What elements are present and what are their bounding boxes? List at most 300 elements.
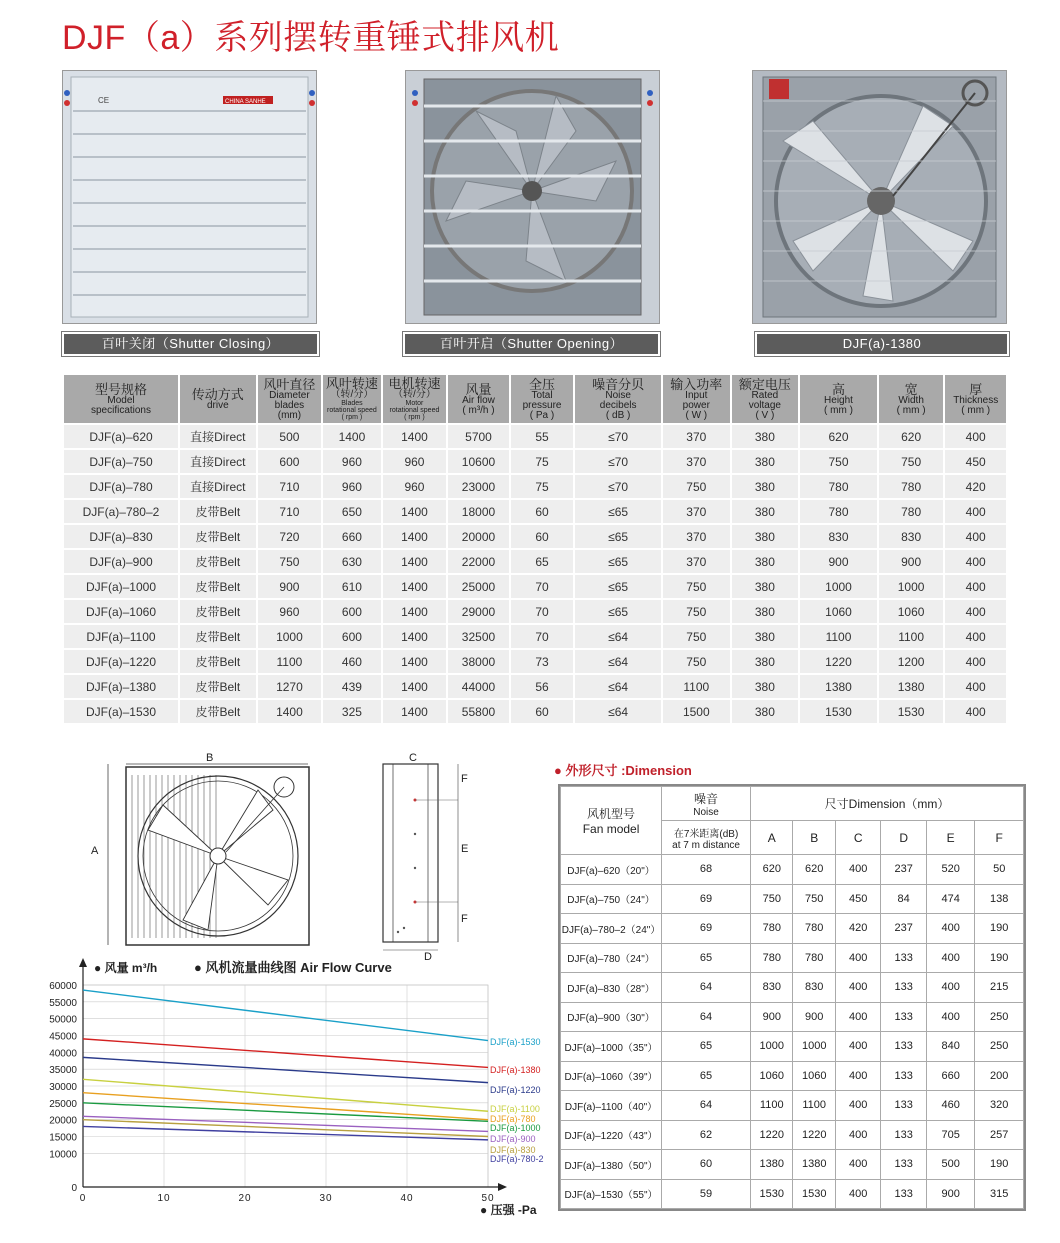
spec-cell: 380 — [732, 600, 799, 623]
spec-cell: 325 — [323, 700, 381, 723]
spec-cell: ≤70 — [575, 475, 661, 498]
dimension-table — [560, 786, 1024, 1209]
dim-cell: 250 — [975, 1002, 1024, 1032]
spec-header-en: specifications — [90, 404, 151, 416]
dim-cell: 400 — [835, 1091, 880, 1121]
dim-cell: 59 — [662, 1179, 751, 1209]
spec-header-7 — [575, 375, 661, 423]
page-title: DJF（a）系列摆转重锤式排风机 — [62, 19, 560, 57]
photo-shutter-opening — [405, 70, 660, 324]
dim-cell: 65 — [662, 1061, 751, 1091]
chart-series-line — [83, 1057, 488, 1082]
dim-cell: 750 — [793, 884, 835, 914]
dim-row — [561, 1002, 1024, 1032]
spec-header-small: rotational speed — [389, 407, 440, 414]
spec-cell: 1530 — [800, 700, 877, 723]
chart-y-arrow — [79, 958, 87, 967]
spec-header-en: Model — [107, 394, 135, 406]
dim-cell: 1530 — [751, 1179, 793, 1209]
spec-cell: DJF(a)–620 — [64, 425, 178, 448]
spec-cell: 70 — [511, 625, 574, 648]
spec-cell: ≤70 — [575, 425, 661, 448]
spec-cell: 皮带Belt — [180, 675, 256, 698]
spec-cell: 620 — [879, 425, 944, 448]
chart-series-label: DJF(a)-900 — [490, 1134, 536, 1144]
dimension-drawing — [88, 750, 468, 965]
spec-header-en: ( m³/h ) — [462, 404, 495, 416]
spec-cell: 380 — [732, 525, 799, 548]
dim-cell: 190 — [975, 943, 1024, 973]
spec-header-en: (mm) — [277, 409, 302, 421]
spec-cell: 439 — [323, 675, 381, 698]
spec-cell: 400 — [945, 625, 1006, 648]
dim-cell: 1000 — [751, 1032, 793, 1062]
spec-cell: 1400 — [383, 700, 447, 723]
spec-cell: 380 — [732, 675, 799, 698]
spec-header-en: Input — [685, 389, 708, 401]
spec-header-zh: 高 — [831, 381, 845, 397]
spec-cell: ≤70 — [575, 450, 661, 473]
spec-cell: DJF(a)–830 — [64, 525, 178, 548]
spec-header-en: Thickness — [953, 394, 999, 406]
spec-header-en: ( V ) — [755, 409, 775, 421]
spec-cell: 60 — [511, 500, 574, 523]
spec-cell: 780 — [800, 475, 877, 498]
dim-cell: 64 — [662, 1002, 751, 1032]
spec-cell: 630 — [323, 550, 381, 573]
spec-cell: 750 — [663, 475, 730, 498]
spec-cell: ≤65 — [575, 550, 661, 573]
spec-cell: 32500 — [448, 625, 509, 648]
spec-cell: DJF(a)–1530 — [64, 700, 178, 723]
spec-cell: 1380 — [879, 675, 944, 698]
dim-cell: 400 — [835, 1061, 880, 1091]
dim-cell: 400 — [835, 973, 880, 1003]
spec-cell: ≤65 — [575, 575, 661, 598]
spec-header-1 — [180, 375, 256, 423]
spec-cell: 380 — [732, 500, 799, 523]
spec-row — [64, 600, 1006, 623]
spec-cell: 400 — [945, 700, 1006, 723]
dim-label-f-top: F — [461, 773, 468, 785]
spec-cell: 1060 — [879, 600, 944, 623]
spec-row — [64, 525, 1006, 548]
dim-label-f-bottom: F — [461, 913, 468, 925]
dim-cell: 1100 — [793, 1091, 835, 1121]
spec-header-en: （转/分） — [393, 389, 436, 400]
dim-col-header: C — [835, 821, 880, 855]
spec-cell: 1220 — [800, 650, 877, 673]
spec-cell: 400 — [945, 425, 1006, 448]
spec-row — [64, 625, 1006, 648]
spec-cell: 370 — [663, 500, 730, 523]
spec-cell: DJF(a)–1060 — [64, 600, 178, 623]
brand-text: CHINA SANHE — [225, 99, 266, 105]
dim-cell: 320 — [975, 1091, 1024, 1121]
spec-cell: 44000 — [448, 675, 509, 698]
dim-cell: 400 — [835, 1032, 880, 1062]
dim-header-dimension: 尺寸Dimension（mm） — [751, 787, 1024, 821]
chart-series-label: DJF(a)-1220 — [490, 1085, 541, 1095]
dim-col-header: F — [975, 821, 1024, 855]
dim-cell: 69 — [662, 884, 751, 914]
spec-cell: 660 — [323, 525, 381, 548]
spec-cell: 1000 — [258, 625, 322, 648]
spec-cell: DJF(a)–1380 — [64, 675, 178, 698]
dim-cell: 620 — [793, 855, 835, 885]
dim-model-cell: DJF(a)–830（28"） — [561, 973, 662, 1003]
dim-label-e: E — [461, 843, 468, 855]
dim-row — [561, 1150, 1024, 1180]
spec-cell: 370 — [663, 450, 730, 473]
spec-cell: 600 — [323, 625, 381, 648]
spec-cell: 960 — [383, 475, 447, 498]
dim-cell: 133 — [881, 1179, 926, 1209]
spec-cell: ≤64 — [575, 700, 661, 723]
spec-cell: 750 — [258, 550, 322, 573]
dim-cell: 250 — [975, 1032, 1024, 1062]
spec-cell: 皮带Belt — [180, 700, 256, 723]
chart-series-label: DJF(a)-1530 — [490, 1037, 541, 1047]
spec-header-5 — [448, 375, 509, 423]
chart-series-label: DJF(a)-830 — [490, 1145, 536, 1155]
dim-cell: 400 — [835, 1150, 880, 1180]
dim-cell: 400 — [926, 1002, 975, 1032]
dim-row — [561, 1179, 1024, 1209]
spec-cell: 1400 — [383, 550, 447, 573]
spec-cell: DJF(a)–1000 — [64, 575, 178, 598]
airflow-chart-svg — [30, 955, 550, 1220]
spec-cell: 380 — [732, 650, 799, 673]
dim-header-model-zh: 风机型号 — [587, 807, 636, 821]
spec-cell: 380 — [732, 700, 799, 723]
dim-cell: 474 — [926, 884, 975, 914]
dim-cell: 900 — [751, 1002, 793, 1032]
dim-cell: 400 — [835, 855, 880, 885]
dim-cell: 780 — [751, 914, 793, 944]
spec-header-en: voltage — [748, 399, 781, 411]
spec-cell: 960 — [258, 600, 322, 623]
spec-cell: 1100 — [258, 650, 322, 673]
chart-lines — [83, 990, 488, 1140]
spec-cell: 780 — [800, 500, 877, 523]
spec-cell: 750 — [663, 625, 730, 648]
chart-title: ● 风机流量曲线图 Air Flow Curve — [194, 960, 392, 975]
dim-cell: 620 — [751, 855, 793, 885]
spec-header-en: ( Pa ) — [529, 409, 555, 421]
dim-cell: 133 — [881, 1002, 926, 1032]
chart-xtick-label: 40 — [400, 1193, 414, 1204]
dim-cell: 65 — [662, 943, 751, 973]
spec-header-zh: 风叶直径 — [263, 376, 316, 392]
dim-label-c: C — [409, 752, 417, 764]
spec-header-en: Total — [531, 389, 553, 401]
spec-cell: 1400 — [383, 425, 447, 448]
spec-cell: 370 — [663, 425, 730, 448]
spec-cell: 830 — [879, 525, 944, 548]
dim-cell: 215 — [975, 973, 1024, 1003]
fan-1380-illustration — [753, 71, 1006, 323]
spec-header-2 — [258, 375, 322, 423]
spec-header-small: ( rpm ) — [404, 414, 425, 421]
caption-shutter-closing: 百叶关闭（Shutter Closing） — [62, 332, 319, 356]
dim-cell: 133 — [881, 1061, 926, 1091]
spec-row — [64, 675, 1006, 698]
spec-cell: ≤65 — [575, 600, 661, 623]
chart-ylabel: ● 风量 m³/h — [94, 961, 158, 975]
spec-cell: 900 — [258, 575, 322, 598]
spec-cell: 460 — [323, 650, 381, 673]
dim-row — [561, 884, 1024, 914]
dim-cell: 133 — [881, 1120, 926, 1150]
spec-cell: 600 — [323, 600, 381, 623]
dim-row — [561, 855, 1024, 885]
dim-cell: 400 — [926, 943, 975, 973]
spec-cell: 56 — [511, 675, 574, 698]
spec-header-10 — [800, 375, 877, 423]
dim-model-cell: DJF(a)–750（24"） — [561, 884, 662, 914]
spec-cell: 皮带Belt — [180, 625, 256, 648]
spec-cell: 1500 — [663, 700, 730, 723]
spec-header-3 — [323, 375, 381, 423]
spec-cell: 55800 — [448, 700, 509, 723]
spec-cell: 400 — [945, 650, 1006, 673]
dim-cell: 400 — [835, 1120, 880, 1150]
spec-cell: 620 — [800, 425, 877, 448]
dim-row — [561, 1091, 1024, 1121]
spec-cell: 10600 — [448, 450, 509, 473]
spec-cell: 380 — [732, 575, 799, 598]
chart-xtick-label: 30 — [319, 1193, 333, 1204]
dim-cell: 400 — [835, 1002, 880, 1032]
dim-header-noise-sub — [662, 821, 751, 855]
spec-cell: 710 — [258, 500, 322, 523]
spec-row — [64, 550, 1006, 573]
dim-cell: 660 — [926, 1061, 975, 1091]
photo-djf-1380 — [752, 70, 1007, 324]
spec-header-zh: 传动方式 — [191, 386, 244, 402]
dim-col-header: A — [751, 821, 793, 855]
spec-cell: 直接Direct — [180, 450, 256, 473]
spec-header-en: pressure — [522, 399, 562, 411]
chart-ytick-label: 40000 — [49, 1048, 77, 1060]
spec-header-small: Blades — [341, 400, 363, 407]
spec-cell: 23000 — [448, 475, 509, 498]
spec-cell: 皮带Belt — [180, 600, 256, 623]
spec-header-zh: 电机转速 — [388, 376, 441, 391]
spec-cell: 29000 — [448, 600, 509, 623]
spec-cell: ≤65 — [575, 500, 661, 523]
chart-ytick-label: 50000 — [49, 1014, 77, 1026]
spec-cell: 400 — [945, 675, 1006, 698]
dim-cell: 830 — [793, 973, 835, 1003]
spec-cell: ≤64 — [575, 625, 661, 648]
spec-header-en: power — [682, 399, 710, 411]
dim-model-cell: DJF(a)–900（30"） — [561, 1002, 662, 1032]
chart-xtick-label: 0 — [79, 1193, 87, 1204]
dim-cell: 400 — [926, 973, 975, 1003]
dim-row — [561, 973, 1024, 1003]
dim-cell: 705 — [926, 1120, 975, 1150]
dim-cell: 65 — [662, 1032, 751, 1062]
chart-series-label: DJF(a)-780-2 — [490, 1154, 544, 1164]
photo-shutter-closing — [62, 70, 317, 324]
chart-ytick-label: 0 — [71, 1183, 77, 1194]
spec-cell: 60 — [511, 700, 574, 723]
spec-row — [64, 425, 1006, 448]
dim-cell: 460 — [926, 1091, 975, 1121]
spec-cell: 750 — [879, 450, 944, 473]
spec-cell: 750 — [663, 650, 730, 673]
dim-cell: 138 — [975, 884, 1024, 914]
dim-label-a: A — [91, 845, 99, 857]
dim-row — [561, 943, 1024, 973]
dim-cell: 133 — [881, 1032, 926, 1062]
spec-cell: 400 — [945, 575, 1006, 598]
dim-col-header: B — [793, 821, 835, 855]
spec-cell: 22000 — [448, 550, 509, 573]
spec-header-zh: 型号规格 — [94, 381, 147, 397]
dim-cell: 133 — [881, 943, 926, 973]
spec-cell: DJF(a)–780 — [64, 475, 178, 498]
chart-series-label: DJF(a)-1000 — [490, 1123, 541, 1133]
chart-series-line — [83, 1039, 488, 1068]
spec-cell: 皮带Belt — [180, 650, 256, 673]
spec-cell: 1100 — [663, 675, 730, 698]
dim-cell: 500 — [926, 1150, 975, 1180]
dim-cell: 68 — [662, 855, 751, 885]
spec-cell: 400 — [945, 525, 1006, 548]
dim-model-cell: DJF(a)–1380（50"） — [561, 1150, 662, 1180]
dim-cell: 1000 — [793, 1032, 835, 1062]
spec-cell: 65 — [511, 550, 574, 573]
spec-header-4 — [383, 375, 447, 423]
dim-cell: 190 — [975, 914, 1024, 944]
dim-cell: 1060 — [793, 1061, 835, 1091]
spec-cell: 1270 — [258, 675, 322, 698]
dim-cell: 780 — [751, 943, 793, 973]
spec-cell: DJF(a)–1220 — [64, 650, 178, 673]
spec-cell: 1000 — [879, 575, 944, 598]
spec-header-en: drive — [206, 399, 229, 411]
dim-cell: 1380 — [793, 1150, 835, 1180]
dim-row — [561, 1120, 1024, 1150]
spec-cell: 1100 — [800, 625, 877, 648]
spec-cell: DJF(a)–1100 — [64, 625, 178, 648]
spec-header-en: （转/分） — [330, 389, 374, 400]
spec-cell: DJF(a)–780–2 — [64, 500, 178, 523]
spec-cell: DJF(a)–900 — [64, 550, 178, 573]
dim-model-cell: DJF(a)–780（24"） — [561, 943, 662, 973]
spec-cell: 18000 — [448, 500, 509, 523]
dimension-heading: ● 外形尺寸 :Dimension — [554, 763, 692, 778]
spec-cell: 1400 — [383, 575, 447, 598]
spec-cell: 750 — [663, 600, 730, 623]
dim-model-cell: DJF(a)–1530（55"） — [561, 1179, 662, 1209]
spec-cell: 55 — [511, 425, 574, 448]
dim-cell: 520 — [926, 855, 975, 885]
dim-cell: 1530 — [793, 1179, 835, 1209]
dim-cell: 450 — [835, 884, 880, 914]
spec-cell: 960 — [323, 450, 381, 473]
spec-row — [64, 450, 1006, 473]
spec-cell: 400 — [945, 600, 1006, 623]
dim-header-model-en: Fan model — [582, 822, 640, 836]
shutter-open-illustration — [406, 71, 659, 323]
spec-cell: 380 — [732, 425, 799, 448]
spec-header-en: ( mm ) — [961, 404, 991, 416]
spec-header-zh: 风叶转速 — [325, 376, 378, 391]
spec-header-zh: 宽 — [904, 381, 918, 397]
spec-header-zh: 全压 — [529, 376, 556, 392]
spec-header-row — [64, 375, 1006, 423]
spec-table — [62, 373, 1008, 725]
dim-cell: 237 — [881, 855, 926, 885]
spec-cell: 皮带Belt — [180, 500, 256, 523]
spec-cell: 1400 — [383, 600, 447, 623]
spec-header-en: Rated — [751, 389, 779, 401]
spec-cell: 780 — [879, 475, 944, 498]
dim-header-noise — [662, 787, 751, 821]
spec-header-12 — [945, 375, 1006, 423]
spec-cell: 610 — [323, 575, 381, 598]
spec-cell: 5700 — [448, 425, 509, 448]
dim-cell: 133 — [881, 973, 926, 1003]
dim-cell: 1100 — [751, 1091, 793, 1121]
spec-row — [64, 700, 1006, 723]
spec-cell: 830 — [800, 525, 877, 548]
chart-series-label: DJF(a)-1380 — [490, 1065, 541, 1075]
spec-cell: 780 — [879, 500, 944, 523]
dim-cell: 62 — [662, 1120, 751, 1150]
spec-cell: 750 — [663, 575, 730, 598]
chart-series-line — [83, 990, 488, 1041]
spec-header-en: Air flow — [462, 394, 495, 406]
chart-series-label: DJF(a)-1100 — [490, 1104, 540, 1114]
spec-cell: 20000 — [448, 525, 509, 548]
spec-cell: 60 — [511, 525, 574, 548]
spec-cell: 500 — [258, 425, 322, 448]
dim-cell: 400 — [835, 1179, 880, 1209]
dim-cell: 257 — [975, 1120, 1024, 1150]
spec-cell: 960 — [323, 475, 381, 498]
spec-cell: 450 — [945, 450, 1006, 473]
spec-row — [64, 575, 1006, 598]
dim-row — [561, 914, 1024, 944]
spec-header-9 — [732, 375, 799, 423]
spec-cell: 皮带Belt — [180, 525, 256, 548]
spec-cell: 1400 — [383, 500, 447, 523]
spec-cell: 380 — [732, 475, 799, 498]
chart-ytick-label: 25000 — [49, 1098, 77, 1110]
spec-row — [64, 500, 1006, 523]
spec-header-en: Noise — [605, 389, 631, 401]
spec-cell: ≤64 — [575, 650, 661, 673]
dim-cell: 315 — [975, 1179, 1024, 1209]
spec-cell: 73 — [511, 650, 574, 673]
spec-cell: 1530 — [879, 700, 944, 723]
chart-xtick-label: 20 — [238, 1193, 252, 1204]
spec-header-en: blades — [274, 399, 305, 411]
spec-header-zh: 噪音分贝 — [592, 376, 645, 392]
spec-cell: 38000 — [448, 650, 509, 673]
dim-model-cell: DJF(a)–1000（35"） — [561, 1032, 662, 1062]
dim-row — [561, 1061, 1024, 1091]
dim-model-cell: DJF(a)–620（20"） — [561, 855, 662, 885]
spec-row — [64, 650, 1006, 673]
dim-cell: 900 — [793, 1002, 835, 1032]
spec-cell: 600 — [258, 450, 322, 473]
